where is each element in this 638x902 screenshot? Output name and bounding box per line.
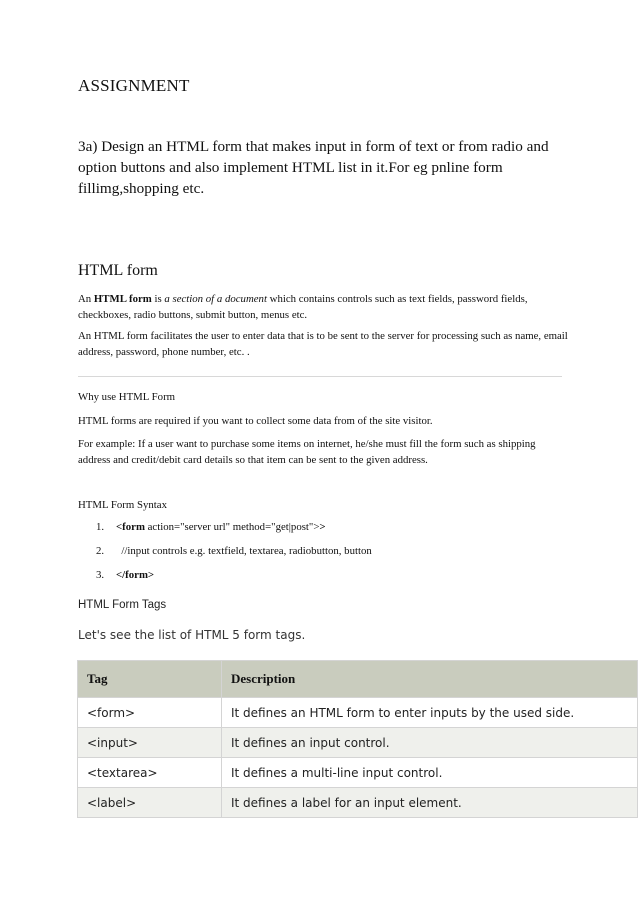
cell-tag: <textarea> [78,758,222,788]
cell-description: It defines a label for an input element. [222,788,638,818]
example-paragraph: For example: If a user want to purchase some items on internet, he/she must fill the form such as shipping address and credit/debit card details so that item can be sent to the given address. [78,438,536,466]
section-title: HTML form [78,262,158,279]
cell-tag: <label> [78,788,222,818]
syntax-line-1: 1. <form action="server url" method="get|post">> [96,521,326,533]
why-text: HTML forms are required if you want to collect some data from of the site visitor. [78,415,433,427]
cell-description: It defines an input control. [222,728,638,758]
cell-description: It defines a multi-line input control. [222,758,638,788]
page-title: ASSIGNMENT [78,76,190,95]
assignment-question: 3a) Design an HTML form that makes input in form of text or from radio and option buttons and also implement HTML list in it.For eg pnline form fillimg,shopping etc. [78,138,549,197]
divider [78,376,562,377]
intro-paragraph: An HTML form is a section of a document which contains controls such as text fields, password fields, checkboxes, radio buttons, submit button, menus etc. [78,293,528,321]
header-tag: Tag [78,661,222,698]
header-description: Description [222,661,638,698]
cell-tag: <input> [78,728,222,758]
table-header-row [78,661,638,698]
cell-description: It defines an HTML form to enter inputs by the used side. [222,698,638,728]
facilitates-paragraph: An HTML form facilitates the user to enter data that is to be sent to the server for processing such as name, email address, password, phone number, etc. . [78,330,568,358]
table-row [78,728,638,758]
tags-lead: Let's see the list of HTML 5 form tags. [78,628,306,642]
table-row [78,698,638,728]
tags-table [77,660,638,818]
why-title: Why use HTML Form [78,391,176,403]
syntax-title: HTML Form Syntax [78,499,167,511]
tags-title: HTML Form Tags [78,599,167,611]
cell-tag: <form> [78,698,222,728]
table-row [78,758,638,788]
syntax-line-3: 3. </form> [96,569,155,581]
syntax-line-2: 2. //input controls e.g. textfield, textarea, radiobutton, button [96,545,372,557]
table-row [78,788,638,818]
